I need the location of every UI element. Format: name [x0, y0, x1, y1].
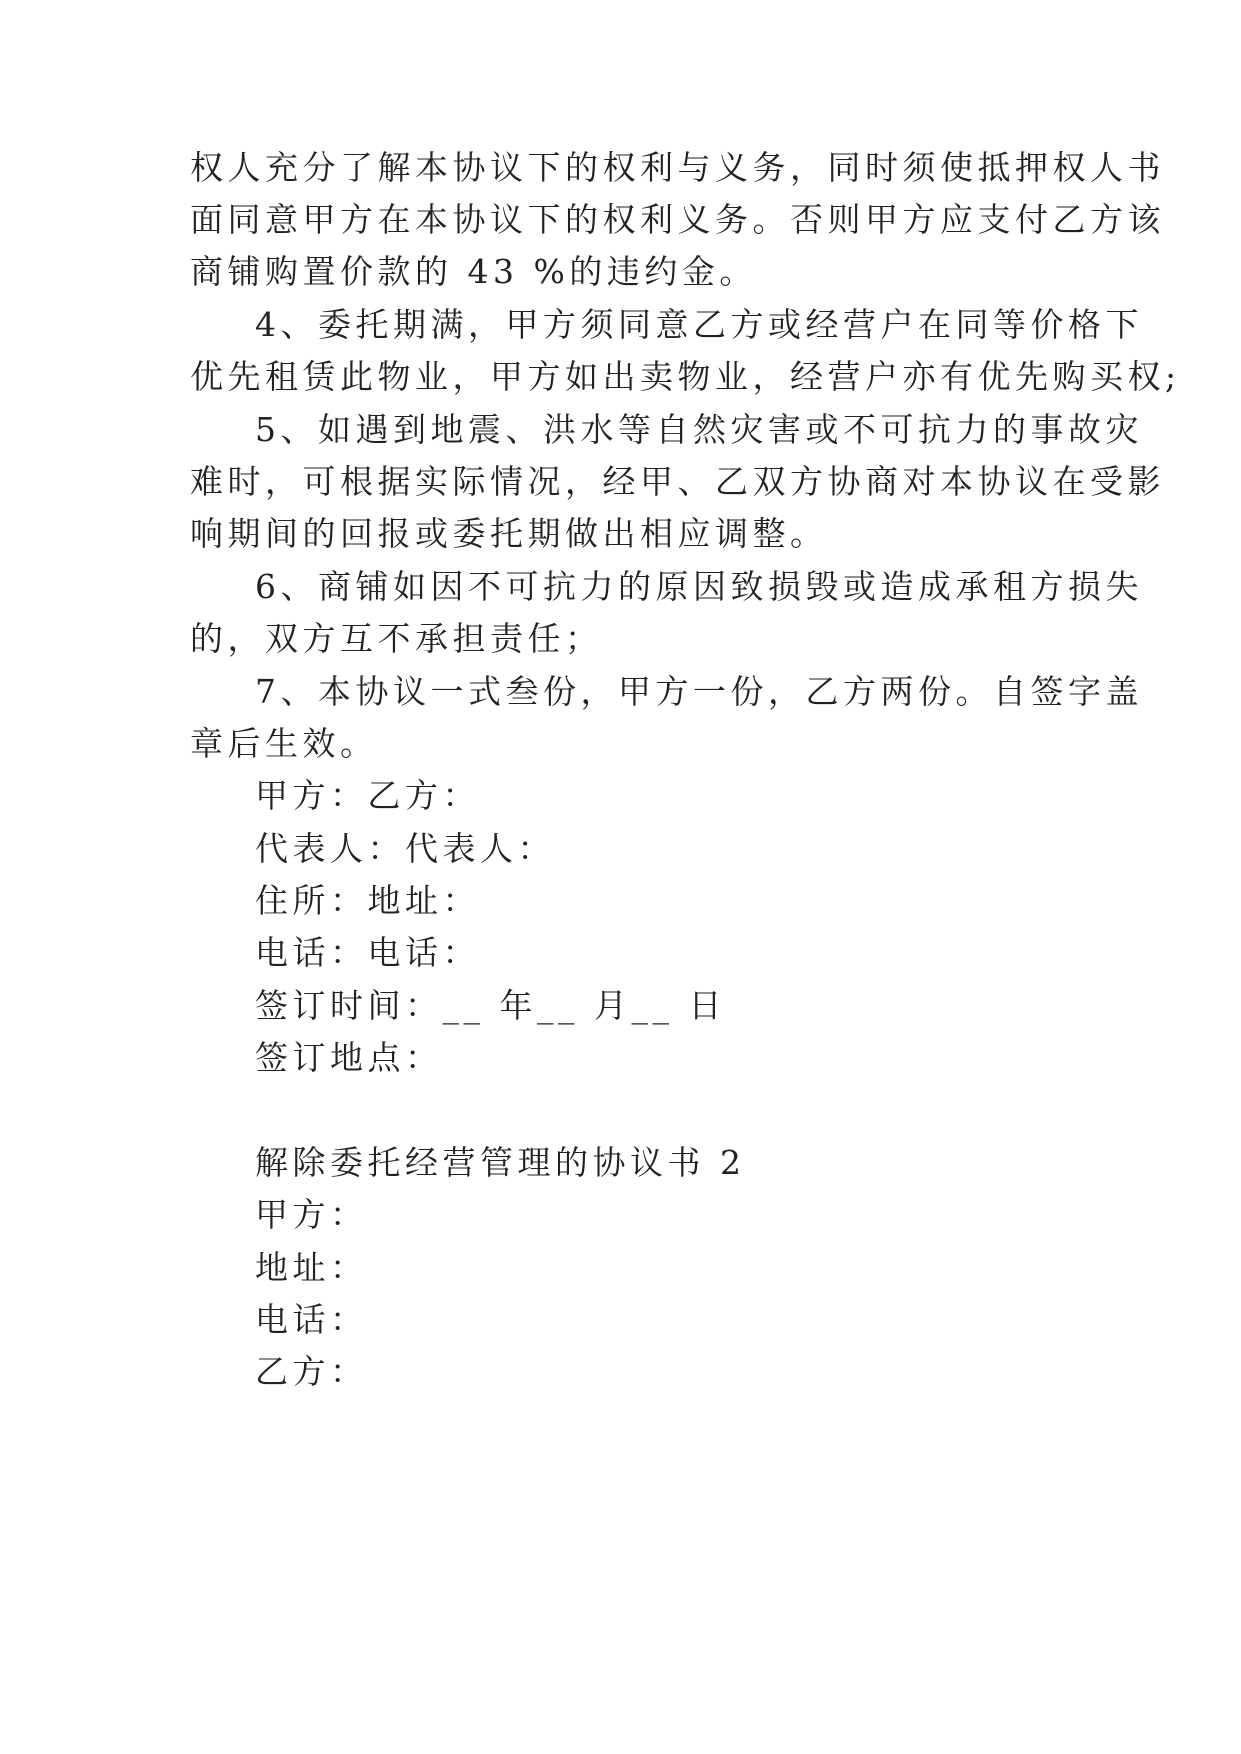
clause-4-line-1: 4、委托期满，甲方须同意乙方或经营户在同等价格下: [255, 305, 1143, 344]
clause-5-line-2: 难时，可根据实际情况，经甲、乙双方协商对本协议在受影: [190, 462, 1165, 501]
clause-3-line-2: 面同意甲方在本协议下的权利义务。否则甲方应支付乙方该: [190, 200, 1165, 239]
signature-date: 签订时间：__ 年__ 月__ 日: [255, 986, 726, 1025]
clause-3-line-1: 权人充分了解本协议下的权利与义务，同时须使抵押权人书: [190, 148, 1165, 187]
clause-6-line-1: 6、商铺如因不可抗力的原因致损毁或造成承租方损失: [255, 567, 1143, 606]
second-party-a: 甲方：: [255, 1195, 368, 1234]
second-address: 地址：: [255, 1248, 368, 1287]
signature-phone: 电话：电话：: [255, 933, 480, 972]
clause-7-line-2: 章后生效。: [190, 724, 378, 763]
clause-5-line-1: 5、如遇到地震、洪水等自然灾害或不可抗力的事故灾: [255, 410, 1143, 449]
clause-3-line-3: 商铺购置价款的 43 %的违约金。: [190, 252, 757, 291]
signature-parties: 甲方：乙方：: [255, 776, 480, 815]
second-party-b: 乙方：: [255, 1352, 368, 1391]
signature-representatives: 代表人：代表人：: [255, 829, 555, 868]
clause-7-line-1: 7、本协议一式叁份，甲方一份，乙方两份。自签字盖: [255, 672, 1143, 711]
signature-address: 住所：地址：: [255, 881, 480, 920]
second-agreement-title: 解除委托经营管理的协议书 2: [255, 1143, 746, 1182]
signature-place: 签订地点：: [255, 1038, 443, 1077]
clause-5-line-3: 响期间的回报或委托期做出相应调整。: [190, 514, 828, 553]
clause-6-line-2: 的，双方互不承担责任；: [190, 619, 603, 658]
second-phone: 电话：: [255, 1300, 368, 1339]
clause-4-line-2: 优先租赁此物业，甲方如出卖物业，经营户亦有优先购买权;: [190, 357, 1181, 396]
